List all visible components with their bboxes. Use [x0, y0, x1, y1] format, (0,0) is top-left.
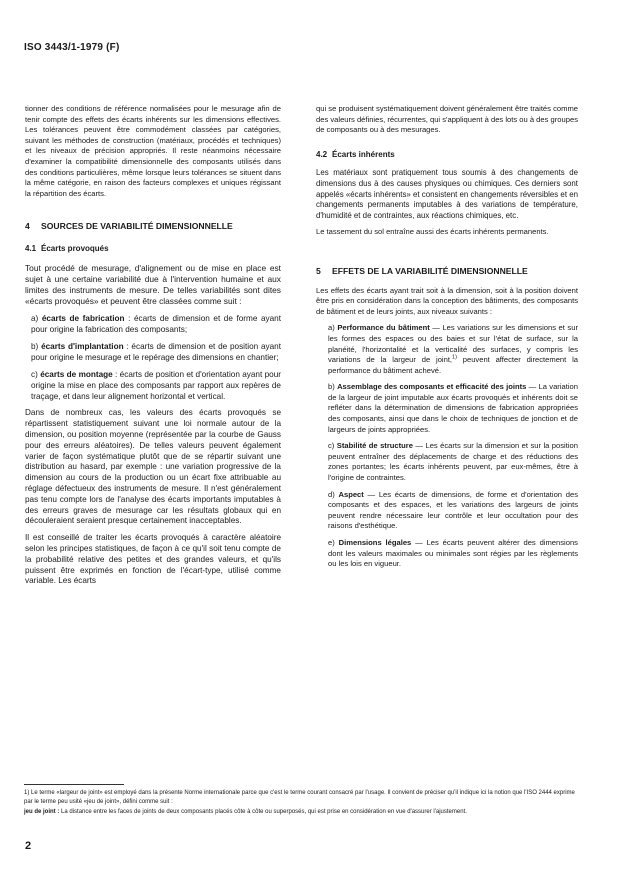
footnote-divider [24, 784, 124, 785]
list-label: écarts de montage [40, 370, 113, 380]
paragraph-4-2-1: Les matériaux sont pratiquement tous soumis à des changements de dimensions dus à des causes physiques ou chimiques. Ces derniers sont appelés «écarts inhérents» et consistent en changements réversibles et en changements permanents imputables à des variations de température, d'humidité et de contraintes, aux réactions chimiques, etc. [316, 168, 578, 220]
list-marker: a) [31, 314, 39, 324]
section-4-heading [25, 221, 281, 232]
list-marker: b) [328, 382, 335, 392]
list-label: écarts d'implantation [41, 342, 124, 352]
paragraph-4-1-2: Dans de nombreux cas, les valeurs des écarts provoqués se répartissent statistiquement suivant une loi normale autour de la dimension, ou position moyenne (représentée par la courbe de Gauss pour des erreurs aléatoires). De telles valeurs peuvent également varier de façon systématique plutôt que de se répartir suivant une distribution au hasard, par exemple : une variation progressive de la dimension au cours de la production ou un écart fixe attribuable au réglage défectueux des instruments de mesure. Il n'est généralement pas tenu compte lors de l'analyse des écarts importants imputables à des erreurs graves de mesurage car les résultats globaux qui en découleraient seraient presque certainement inacceptables. [25, 408, 281, 526]
list-text: : écarts de dimension et de forme ayant pour origine la fabrication des composants; [31, 314, 281, 335]
list-marker: d) [328, 489, 335, 499]
footnote-ref: 1) [452, 354, 457, 361]
list-text: : écarts de position et d'orientation ayant pour origine la mise en place des composants par rapport aux repères de traçage, et dans leur alignement horizontal et vertical. [31, 370, 281, 402]
list-text: — Les écarts de dimensions, de forme et d'orientation des composants et des espaces, et les variations des largeurs de joints peuvent rendre nécessaire leur contrôle et leur occultation pour des raisons d'esthétique. [328, 489, 578, 531]
section-5-heading [316, 266, 578, 277]
definition-term: jeu de joint : [24, 809, 60, 815]
right-column [316, 104, 578, 576]
list-text: — La variation de la largeur de joint imputable aux écarts provoqués et inhérents doit se refléter dans la détermination de dimensions de fabrication appropriées des composants, ainsi que dans le choix de techniques de jonction et de largeurs de joints appropriées. [328, 382, 578, 434]
section-4-1-heading [25, 244, 281, 255]
section-4-title: SOURCES DE VARIABILITÉ DIMENSIONNELLE [41, 221, 233, 232]
section-4-2-number: 4.2 [316, 149, 328, 159]
list-marker: e) [328, 538, 335, 547]
continuation-paragraph: qui se produisent systématiquement doivent généralement être traités comme des valeurs définies, récurrentes, qui s'appliquent à des lots ou à des groupes de composants ou à des mesurages. [316, 104, 578, 135]
paragraph-4-1-3: Il est conseillé de traiter les écarts provoqués à caractère aléatoire selon les principes statistiques, de façon à ce qu'il soit tenu compte de la probabilité relative des petites et des grandes valeurs, et qu'ils puissent être exprimés en fonction de l'écart-type, utilisé comme variable. Les écarts [25, 533, 281, 586]
list-label: Aspect [338, 489, 364, 499]
list-label: Dimensions légales [338, 538, 412, 547]
list-marker: c) [328, 441, 335, 451]
section-5-number: 5 [316, 265, 321, 276]
section-4-number: 4 [25, 221, 30, 232]
section-4-1-number: 4.1 [25, 243, 37, 253]
list-item-c [328, 441, 578, 483]
section-4-2-heading [316, 150, 578, 161]
footnote-1: 1) Le terme «largeur de joint» est employé dans la présente Norme internationale parce que c'est le terme courant consacré par l'usage. Il convient de préciser qu'il indique ici la notion que l'ISO 2444 exprime par le terme peu usité «jeu de joint», défini comme suit : [24, 790, 575, 805]
list-label: Performance du bâtiment [337, 323, 430, 333]
paragraph-4-1-1: Tout procédé de mesurage, d'alignement ou de mise en place est sujet à une certaine variabilité due à l'intervention humaine et aux limites des instruments de mesure. De telles variabilités sont dites «écarts provoqués» et peuvent être classées comme suit : [25, 262, 281, 307]
list-item-c [31, 369, 281, 402]
list-item-a [31, 313, 281, 335]
list-label: Stabilité de structure [336, 441, 413, 451]
section-4-1-title: Écarts provoqués [41, 243, 109, 253]
list-item-a [328, 323, 578, 376]
list-text: — Les variations sur les dimensions et sur les formes des espaces ou des baies et sur l'état de surface, sur la planéité, l'horizontalité et la verticalité des surfaces, y compris les variations de la largeur de joint, [328, 323, 578, 365]
list-text: — Les écarts peuvent altérer des dimensions dont les valeurs maximales ou minimales sont régies par les règlements ou les lois en vigueur. [328, 538, 578, 569]
list-item-b [328, 382, 578, 435]
list-text: : écarts de dimension et de position ayant pour origine le mesurage et le repérage des dimensions en chantier; [31, 342, 281, 363]
paragraph-5-1: Les effets des écarts ayant trait soit à la dimension, soit à la position doivent être pris en considération dans la conception des bâtiments, des composants de bâtiment et de leurs joints, aux niveaux suivants : [316, 285, 578, 316]
section-4-2-title: Écarts inhérents [332, 149, 395, 159]
list-marker: a) [328, 323, 335, 333]
list-item-e [328, 538, 578, 570]
definition-text: La distance entre les faces de joints de deux composants placés côte à côte ou superposés, qui est prise en considération en vue d'assurer l'ajustement. [59, 809, 467, 815]
list-label: Assemblage des composants et efficacité des joints [337, 382, 527, 392]
list-marker: c) [31, 370, 38, 380]
left-column [25, 104, 281, 593]
document-header: ISO 3443/1-1979 (F) [24, 42, 120, 53]
list-marker: b) [31, 342, 39, 352]
list-text: peuvent affecter directement la performance du bâtiment achevé. [328, 355, 578, 375]
list-label: écarts de fabrication [41, 314, 125, 324]
section-5-title: EFFETS DE LA VARIABILITÉ DIMENSIONNELLE [332, 265, 528, 276]
intro-paragraph: tionner des conditions de référence normalisées pour le mesurage afin de tenir compte des effets des écarts inhérents sur les dimensions effectives. Les tolérances peuvent être commodément classées par catégories, suivant les méthodes de construction (matériaux, procédés et techniques) et les niveaux de précision appropriés. Il reste néanmoins nécessaire d'examiner la compatibilité dimensionnelle des composants utilisés dans des conditions particulières, même lorsque leurs tolérances se situent dans la même catégorie, en raison des facteurs complexes et uniques régissant la répartition des écarts. [25, 104, 281, 198]
list-text: — Les écarts sur la dimension et sur la position peuvent entraîner des déplacements de charge et des réductions des zones portantes; les écarts inhérents peuvent, par eux-mêmes, être à l'origine de contraintes. [328, 441, 578, 483]
paragraph-4-2-2: Le tassement du sol entraîne aussi des écarts inhérents permanents. [316, 227, 549, 237]
list-item-d [328, 490, 578, 532]
page-number: 2 [25, 840, 32, 852]
footnote-definition [24, 808, 580, 817]
list-item-b [31, 341, 281, 363]
